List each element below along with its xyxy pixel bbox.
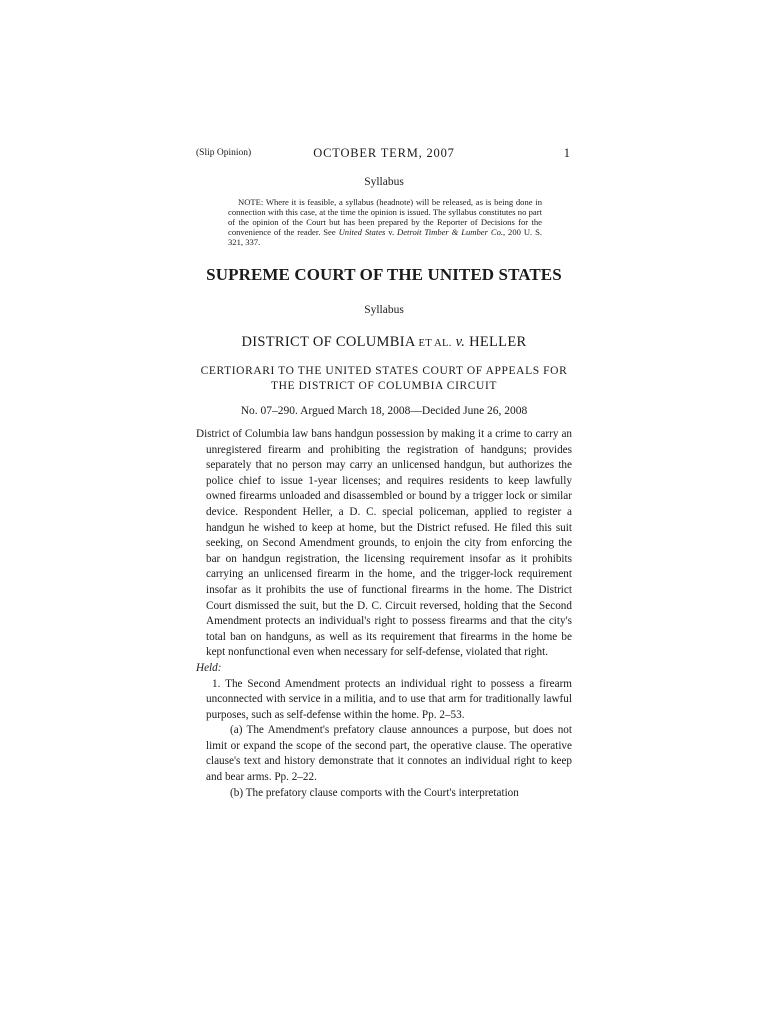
document-page [196, 140, 572, 801]
note-citation-party: Detroit Timber & Lumber Co. [397, 227, 504, 237]
note-citation-case: United States [338, 227, 386, 237]
certiorari-line: CERTIORARI TO THE UNITED STATES COURT OF APPEALS FOR THE DISTRICT OF COLUMBIA CIRCUIT [200, 365, 568, 392]
note-text: NOTE: Where it is feasible, a syllabus (headnote) will be released, as is being done in connection with this case, at the time the opinion is issued. The syllabus constitutes no part of the opinion of the Court but has been prepared by the Reporter of Decisions for the convenience of the reader. See [228, 197, 542, 237]
holding-point-1: 1. The Second Amendment protects an individual right to possess a firearm unconnected with service in a militia, and to use that arm for traditionally lawful purposes, such as self-defense within the home. Pp. 2–53. [206, 677, 572, 721]
et-al-label: ET AL. [415, 338, 452, 349]
petitioner-name: DISTRICT OF COLUMBIA [241, 334, 416, 350]
reporter-note [228, 197, 542, 247]
syllabus-heading: Syllabus [364, 176, 404, 188]
syllabus-body [196, 427, 572, 801]
running-header [196, 140, 572, 162]
held-label: Held: [196, 661, 222, 674]
case-caption [196, 334, 572, 351]
syllabus-heading-2: Syllabus [364, 304, 404, 316]
note-citation-rest: , 200 U. S. 321, 337. [228, 227, 542, 247]
docket-line: No. 07–290. Argued March 18, 2008—Decided June 26, 2008 [240, 405, 528, 417]
page-number: 1 [563, 146, 570, 160]
slip-opinion-label: (Slip Opinion) [196, 148, 252, 158]
intro-paragraph: District of Columbia law bans handgun possession by making it a crime to carry an unregistered firearm and prohibiting the registration of handguns; provides separately that no person may carry an unlicensed handgun, but authorizes the police chief to issue 1-year licenses; and requires residents to keep lawfully owned firearms unloaded and disassembled or bound by a trigger lock or similar device. Respondent Heller, a D. C. special policeman, applied to register a handgun he wished to keep at home, but the District refused. He filed this suit seeking, on Second Amendment grounds, to enjoin the city from enforcing the bar on handgun registration, the licensing requirement insofar as it prohibits carrying an unlicensed firearm in the home, and the trigger-lock requirement insofar as it prohibits the use of functional firearms in the home. The District Court dismissed the suit, but the D. C. Circuit reversed, holding that the Second Amendment protects an individual's right to possess firearms and that the city's total ban on handguns, as well as its requirement that firearms in the home be kept nonfunctional even when necessary for self-defense, violated that right. [196, 428, 572, 659]
term-label: OCTOBER TERM, 2007 [313, 146, 455, 160]
holding-point-b: (b) The prefatory clause comports with the Court's interpretation [230, 786, 519, 799]
versus-label: v. [451, 334, 470, 350]
holding-point-a: (a) The Amendment's prefatory clause announces a purpose, but does not limit or expand the scope of the second part, the operative clause. The operative clause's text and history demonstrate that it connotes an individual right to keep and bear arms. Pp. 2–22. [206, 724, 572, 784]
respondent-name: HELLER [469, 334, 527, 350]
note-citation-v: v. [385, 227, 398, 237]
court-title: SUPREME COURT OF THE UNITED STATES [206, 265, 562, 284]
